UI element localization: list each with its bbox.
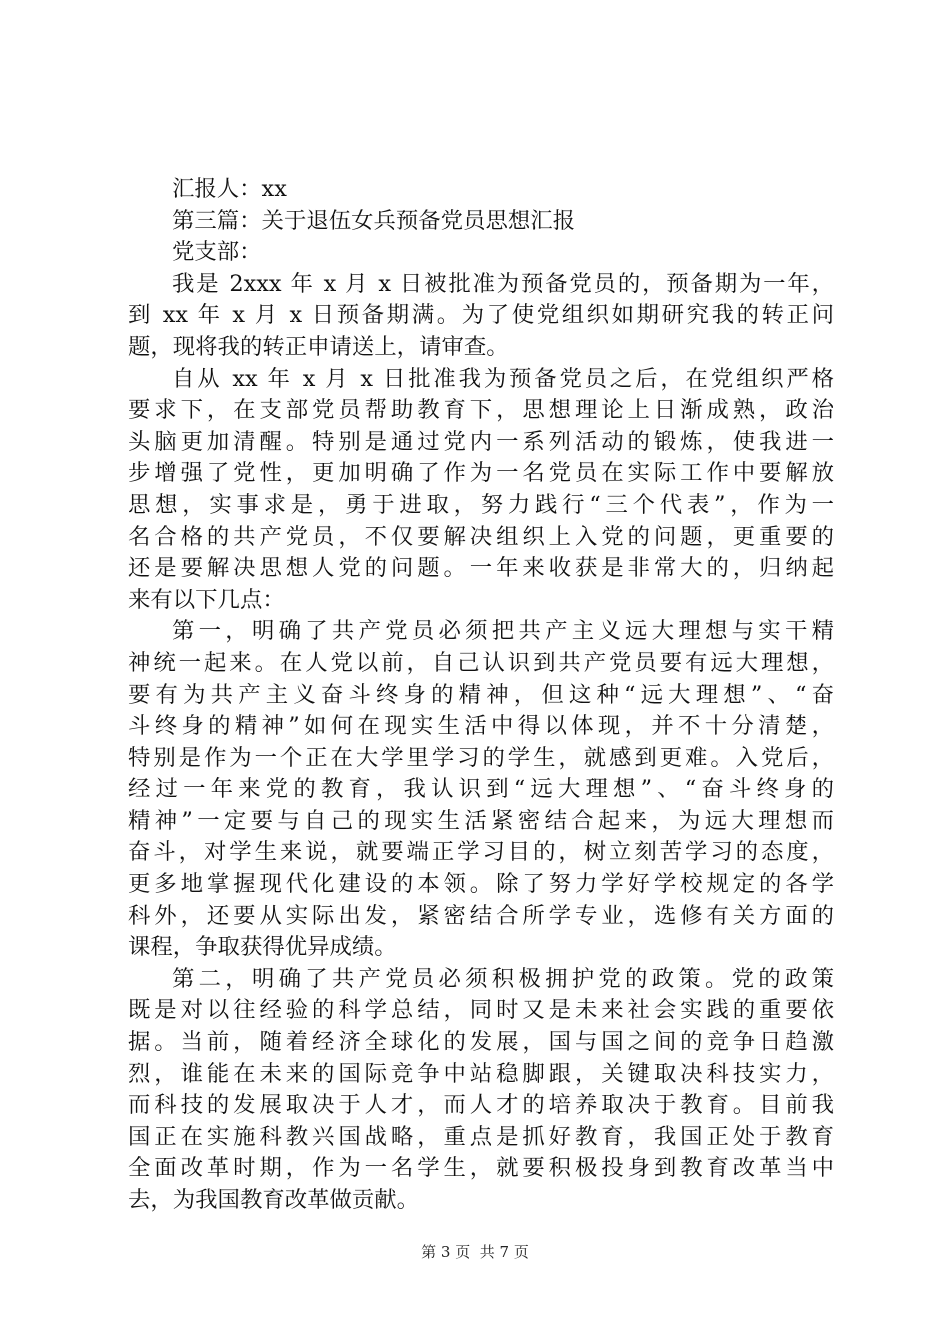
text-line: 全面改革时期，作为一名学生，就要积极投身到教育改革当中 bbox=[128, 1155, 834, 1182]
text-line: 据。当前，随着经济全球化的发展，国与国之间的竞争日趋激 bbox=[128, 1029, 834, 1056]
text-line: 烈，谁能在未来的国际竞争中站稳脚跟，关键取决科技实力， bbox=[128, 1060, 834, 1087]
text-line: 步增强了党性，更加明确了作为一名党员在实际工作中要解放 bbox=[128, 460, 834, 487]
text-line: 精神”一定要与自己的现实生活紧密结合起来，为远大理想而 bbox=[128, 807, 834, 834]
text-line: 到 xx 年 x 月 x 日预备期满。为了使党组织如期研究我的转正问 bbox=[128, 302, 834, 329]
text-line: 来有以下几点： bbox=[128, 586, 285, 613]
text-line: 既是对以往经验的科学总结，同时又是未来社会实践的重要依 bbox=[128, 997, 834, 1024]
text-line: 要有为共产主义奋斗终身的精神，但这种“远大理想”、“奋 bbox=[128, 681, 834, 708]
text-line: 国正在实施科教兴国战略，重点是抓好教育，我国正处于教育 bbox=[128, 1123, 834, 1150]
text-line: 思想，实事求是，勇于进取，努力践行“三个代表”，作为一 bbox=[128, 491, 834, 518]
text-line: 斗终身的精神”如何在现实生活中得以体现，并不十分清楚， bbox=[128, 713, 834, 740]
text-line: 奋斗，对学生来说，就要端正学习目的，树立刻苦学习的态度， bbox=[128, 839, 834, 866]
text-line: 名合格的共产党员，不仅要解决组织上入党的问题，更重要的 bbox=[128, 523, 834, 550]
text-line: 要求下，在支部党员帮助教育下，思想理论上日渐成熟，政治 bbox=[128, 397, 834, 424]
text-line: 第三篇：关于退伍女兵预备党员思想汇报 bbox=[172, 207, 576, 234]
text-line: 第二，明确了共产党员必须积极拥护党的政策。党的政策 bbox=[172, 965, 834, 992]
text-line: 神统一起来。在人党以前，自己认识到共产党员要有远大理想， bbox=[128, 649, 834, 676]
text-line: 还是要解决思想人党的问题。一年来收获是非常大的，归纳起 bbox=[128, 555, 834, 582]
text-line: 题，现将我的转正申请送上，请审查。 bbox=[128, 333, 509, 360]
page-footer: 第 3 页 共 7 页 bbox=[421, 1243, 529, 1261]
text-line: 经过一年来党的教育，我认识到“远大理想”、“奋斗终身的 bbox=[128, 776, 834, 803]
text-line: 汇报人：xx bbox=[172, 176, 287, 202]
text-line: 党支部： bbox=[172, 239, 262, 266]
text-line: 更多地掌握现代化建设的本领。除了努力学好学校规定的各学 bbox=[128, 871, 834, 898]
text-line: 科外，还要从实际出发，紧密结合所学专业，选修有关方面的 bbox=[128, 902, 834, 929]
text-line: 而科技的发展取决于人才，而人才的培养取决于教育。目前我 bbox=[128, 1092, 834, 1119]
text-line: 我是 2xxx 年 x 月 x 日被批准为预备党员的，预备期为一年， bbox=[172, 270, 834, 297]
text-line: 特别是作为一个正在大学里学习的学生，就感到更难。入党后， bbox=[128, 744, 834, 771]
document-body bbox=[128, 174, 834, 1217]
text-line: 头脑更加清醒。特别是通过党内一系列活动的锻炼，使我进一 bbox=[128, 428, 834, 455]
text-line: 课程，争取获得优异成绩。 bbox=[128, 934, 397, 961]
text-line: 去，为我国教育改革做贡献。 bbox=[128, 1187, 420, 1213]
text-line: 第一，明确了共产党员必须把共产主义远大理想与实干精 bbox=[172, 618, 834, 645]
text-line: 自从 xx 年 x 月 x 日批准我为预备党员之后，在党组织严格 bbox=[172, 365, 834, 392]
